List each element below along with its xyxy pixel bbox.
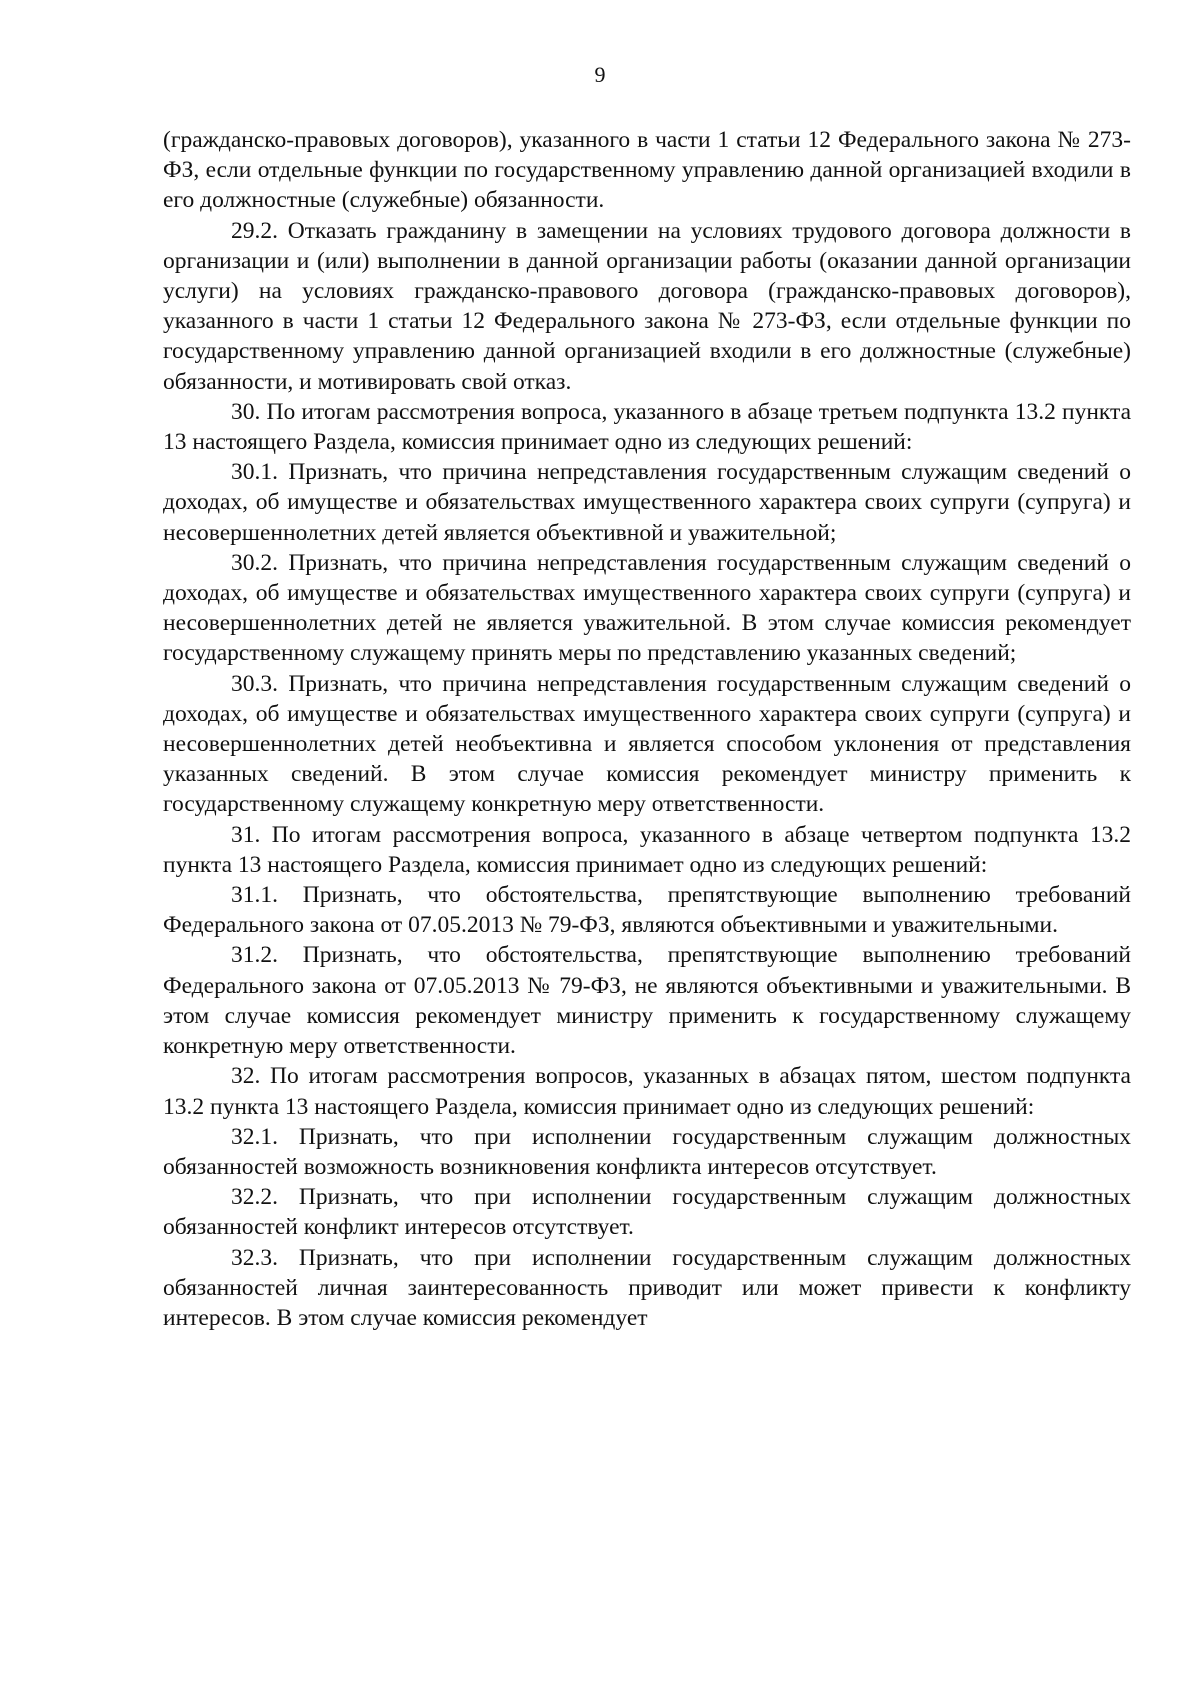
paragraph-32-1: 32.1. Признать, что при исполнении государственным служащим должностных обязанностей возможность возникновения конфликта интересов отсутствует. xyxy=(163,1123,1131,1180)
paragraph-30: 30. По итогам рассмотрения вопроса, указанного в абзаце третьем подпункта 13.2 пункта 13 настоящего Раздела, комиссия принимает одно из следующих решений: xyxy=(163,398,1131,456)
paragraph-31-2: 31.2. Признать, что обстоятельства, препятствующие выполнению требований Федерального закона от 07.05.2013 № 79-ФЗ, не являются объективными и уважительными. В этом случае комиссия рекомендует министру применить к государственному служащему конкретную меру ответственности. xyxy=(163,942,1131,1060)
paragraph-31-1: 31.1. Признать, что обстоятельства, препятствующие выполнению требований Федерального закона от 07.05.2013 № 79-ФЗ, являются объективными и уважительными. xyxy=(163,882,1131,939)
paragraph-29-2: 29.2. Отказать гражданину в замещении на условиях трудового договора должности в организации и (или) выполнении в данной организации работы (оказании данной организации услуги) на условиях гражданско-правового договора (гражданско-правовых договоров), указанного в части 1 статьи 12 Федерального закона № 273-ФЗ, если отдельные функции по государственному управлению данной организацией входили в его должностные (служебные) обязанности, и мотивировать свой отказ. xyxy=(163,217,1131,395)
paragraph-30-3: 30.3. Признать, что причина непредставления государственным служащим сведений о доходах, об имуществе и обязательствах имущественного характера своих супруги (супруга) и несовершеннолетних детей необъективна и является способом уклонения от представления указанных сведений. В этом случае комиссия рекомендует министру применить к государственному служащему конкретную меру ответственности. xyxy=(163,670,1131,818)
paragraph-30-1: 30.1. Признать, что причина непредставления государственным служащим сведений о доходах, об имуществе и обязательствах имущественного характера своих супруги (супруга) и несовершеннолетних детей является объективной и уважительной; xyxy=(163,459,1131,546)
paragraph-32-2: 32.2. Признать, что при исполнении государственным служащим должностных обязанностей конфликт интересов отсутствует. xyxy=(163,1184,1131,1241)
paragraph-32-3: 32.3. Признать, что при исполнении государственным служащим должностных обязанностей личная заинтересованность приводит или может привести к конфликту интересов. В этом случае комиссия рекомендует xyxy=(163,1244,1131,1331)
paragraph-32: 32. По итогам рассмотрения вопросов, указанных в абзацах пятом, шестом подпункта 13.2 пункта 13 настоящего Раздела, комиссия принимает одно из следующих решений: xyxy=(163,1063,1131,1120)
document-body xyxy=(163,125,1131,1333)
paragraph-30-2: 30.2. Признать, что причина непредставления государственным служащим сведений о доходах, об имуществе и обязательствах имущественного характера своих супруги (супруга) и несовершеннолетних детей не является уважительной. В этом случае комиссия рекомендует государственному служащему принять меры по представлению указанных сведений; xyxy=(163,549,1131,667)
paragraph-continuation: (гражданско-правовых договоров), указанного в части 1 статьи 12 Федерального закона № 273-ФЗ, если отдельные функции по государственному управлению данной организацией входили в его должностные (служебные) обязанности. xyxy=(163,127,1131,214)
paragraph-31: 31. По итогам рассмотрения вопроса, указанного в абзаце четвертом подпункта 13.2 пункта 13 настоящего Раздела, комиссия принимает одно из следующих решений: xyxy=(163,821,1131,878)
page-number: 9 xyxy=(594,62,606,87)
